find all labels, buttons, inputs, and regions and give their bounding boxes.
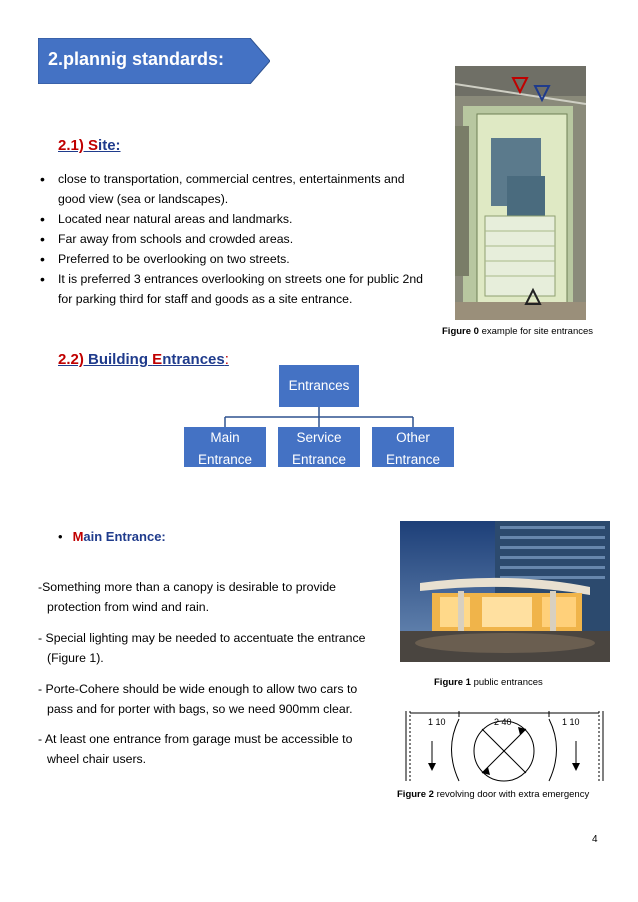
site-bullet-list (38, 169, 443, 309)
page-title: 2.plannig standards: (48, 49, 225, 69)
main-entrance-paragraph-1: -Something more than a canopy is desirable to provide protection from wind and rain. (38, 580, 337, 614)
site-plan-image (455, 66, 586, 320)
site-heading (58, 137, 121, 154)
entrances-org-chart (180, 365, 460, 470)
figure-0-caption: Figure 0 example for site entrances (442, 326, 594, 337)
list-item: • Located near natural areas and landmarks. (38, 209, 443, 229)
org-node-main-entrance: Main Entrance (184, 427, 266, 467)
entrances-heading: 2.2) Building Entrances: (58, 351, 229, 368)
list-item: • It is preferred 3 entrances overlooking on streets one for public 2nd for parking third for staff and goods as a site entrance. (38, 269, 443, 309)
org-node-service-entrance: Service Entrance (278, 427, 360, 467)
main-entrance-paragraph-4: - At least one entrance from garage must be accessible to wheel chair users. (38, 732, 353, 766)
door-dim-right: 1 10 (562, 717, 580, 727)
org-node-other-entrance: Other Entrance (372, 427, 454, 467)
site-heading-number: 2.1) (58, 137, 89, 154)
list-item: • Far away from schools and crowded areas. (38, 229, 443, 249)
list-item: • Preferred to be overlooking on two streets. (38, 249, 443, 269)
site-heading-rest: ite: (98, 137, 121, 154)
page-number: 4 (592, 834, 598, 845)
door-dim-center: 2 40 (494, 717, 512, 727)
site-heading-first-letter: S (88, 137, 99, 154)
revolving-door-diagram (404, 709, 609, 783)
title-banner (38, 38, 270, 84)
bullet-icon: • (58, 529, 63, 544)
public-entrance-photo (400, 521, 610, 662)
list-item: • close to transportation, commercial centres, entertainments and good view (sea or landscapes). (38, 169, 443, 209)
figure-1-caption: Figure 1 public entrances (434, 677, 543, 688)
door-dim-left: 1 10 (428, 717, 446, 727)
org-root-entrances: Entrances (279, 365, 359, 407)
main-entrance-paragraph-3: - Porte-Cohere should be wide enough to allow two cars to pass and for porter with bags, so we need 900mm clear. (38, 682, 358, 716)
main-entrance-heading: • Main Entrance: (58, 529, 166, 544)
figure-2-caption: Figure 2 revolving door with extra emergency (397, 789, 590, 800)
main-entrance-paragraph-2: - Special lighting may be needed to accentuate the entrance (Figure 1). (38, 631, 366, 665)
